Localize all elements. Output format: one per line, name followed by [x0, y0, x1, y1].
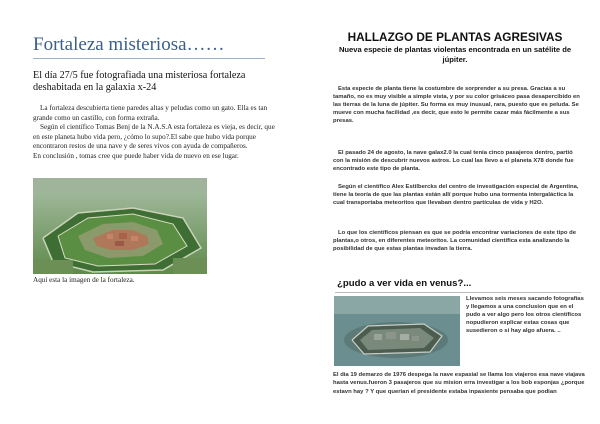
article-subtitle-fortaleza: El día 27/5 fue fotografiada una misteriosa fortaleza deshabitada en la galaxia x-24 [33, 70, 246, 94]
paragraph-text: Según el científico Alex Estilbercks del centro de investigación especial de Argentina, tiene la teoría de que las plantas están allí porque hubo una tormenta intergaláctica la cual transportaba meteoritos que llevaban dentro partículas de vida y H2O. [333, 184, 579, 206]
article-subtitle-plantas: Nueva especie de plantas violentas encontrada en un satélite de júpiter. [338, 45, 572, 64]
body-paragraph: En conclusión , tomas cree que puede haber vida de nuevo en ese lugar. [33, 151, 239, 160]
body-paragraph: Según el científico Tomas Benj de la N.A.S.A esta fortaleza es vieja, es decir, que en este planeta hubo vida pero, ¿cómo lo supo?.El sabe que hubo vida porque encontraron restos de una nave y de seres vivos con ayuda de compañeros. [33, 123, 275, 151]
article-body-fortaleza [33, 104, 283, 162]
plantas-paragraph-4 [333, 230, 583, 254]
article-title-fortaleza: Fortaleza misteriosa…… [33, 34, 225, 55]
article-title-plantas: HALLAZGO DE PLANTAS AGRESIVAS [347, 30, 563, 44]
plantas-paragraph-3 [333, 184, 583, 208]
section-divider [335, 292, 581, 293]
paragraph-text: Lo que los científicos piensan es que se podría encontrar variaciones de este tipo de plantas,o otros, en diferentes meteoritos. La comunidad científica esta analizando la posibilidad de que estas plantas invadan la tierra. [333, 230, 576, 252]
venus-bottom-text: El dia 19 demarzo de 1976 despega la nave espasial se llama los viajeros esa nave viajava hasta venus.fueron 3 pasajeros que su mision erra investigar a los bob esponjas ¿porque estavn hay ? Y que querian el presidente estaba inpasiente pensaba que podian [333, 372, 585, 395]
paragraph-text: El pasado 24 de agosto, la nave galax2.0 la cual tenía cinco pasajeros dentro, partió con la misión de descubrir nuevos astros. Lo cual las llevo a el planeta X78 donde fue encontrado este tipo de planta. [333, 150, 574, 172]
title-divider [33, 58, 265, 59]
fortress-image-caption: Aquí esta la imagen de la fortaleza. [33, 276, 135, 284]
section-heading-venus: ¿pudo a ver vida en venus?... [337, 278, 472, 289]
plantas-paragraph-2 [333, 150, 583, 174]
plantas-paragraph-1 [333, 86, 583, 126]
venus-side-text: Llevamos seis meses sacando fotografías y llegamos a una conclusion que en el pudo a ver algo pero los otros científicos nopudieron explicar estas cosas que susedieron o si hay algo afuera. .. [466, 296, 584, 335]
venus-island-photo [334, 296, 460, 366]
fortress-aerial-photo [33, 178, 207, 274]
body-paragraph: La fortaleza descubierta tiene paredes altas y peludas como un gato. Ella es tan grande como un castillo, con forma extraña. [33, 104, 268, 122]
paragraph-text: Esta especie de planta tiene la costumbre de sorprender a su presa. Gracias a su tamaño, no es muy visible a simple vista, y por su color grisáceo pasa desapercibido en las tierras de la luna de júpiter. Su forma es muy inusual, rara, puesto que es peluda. Se mueve con mucha facilidad ,es decir, que esto le permite cazar más fácilmente a sus presas. [333, 86, 580, 124]
